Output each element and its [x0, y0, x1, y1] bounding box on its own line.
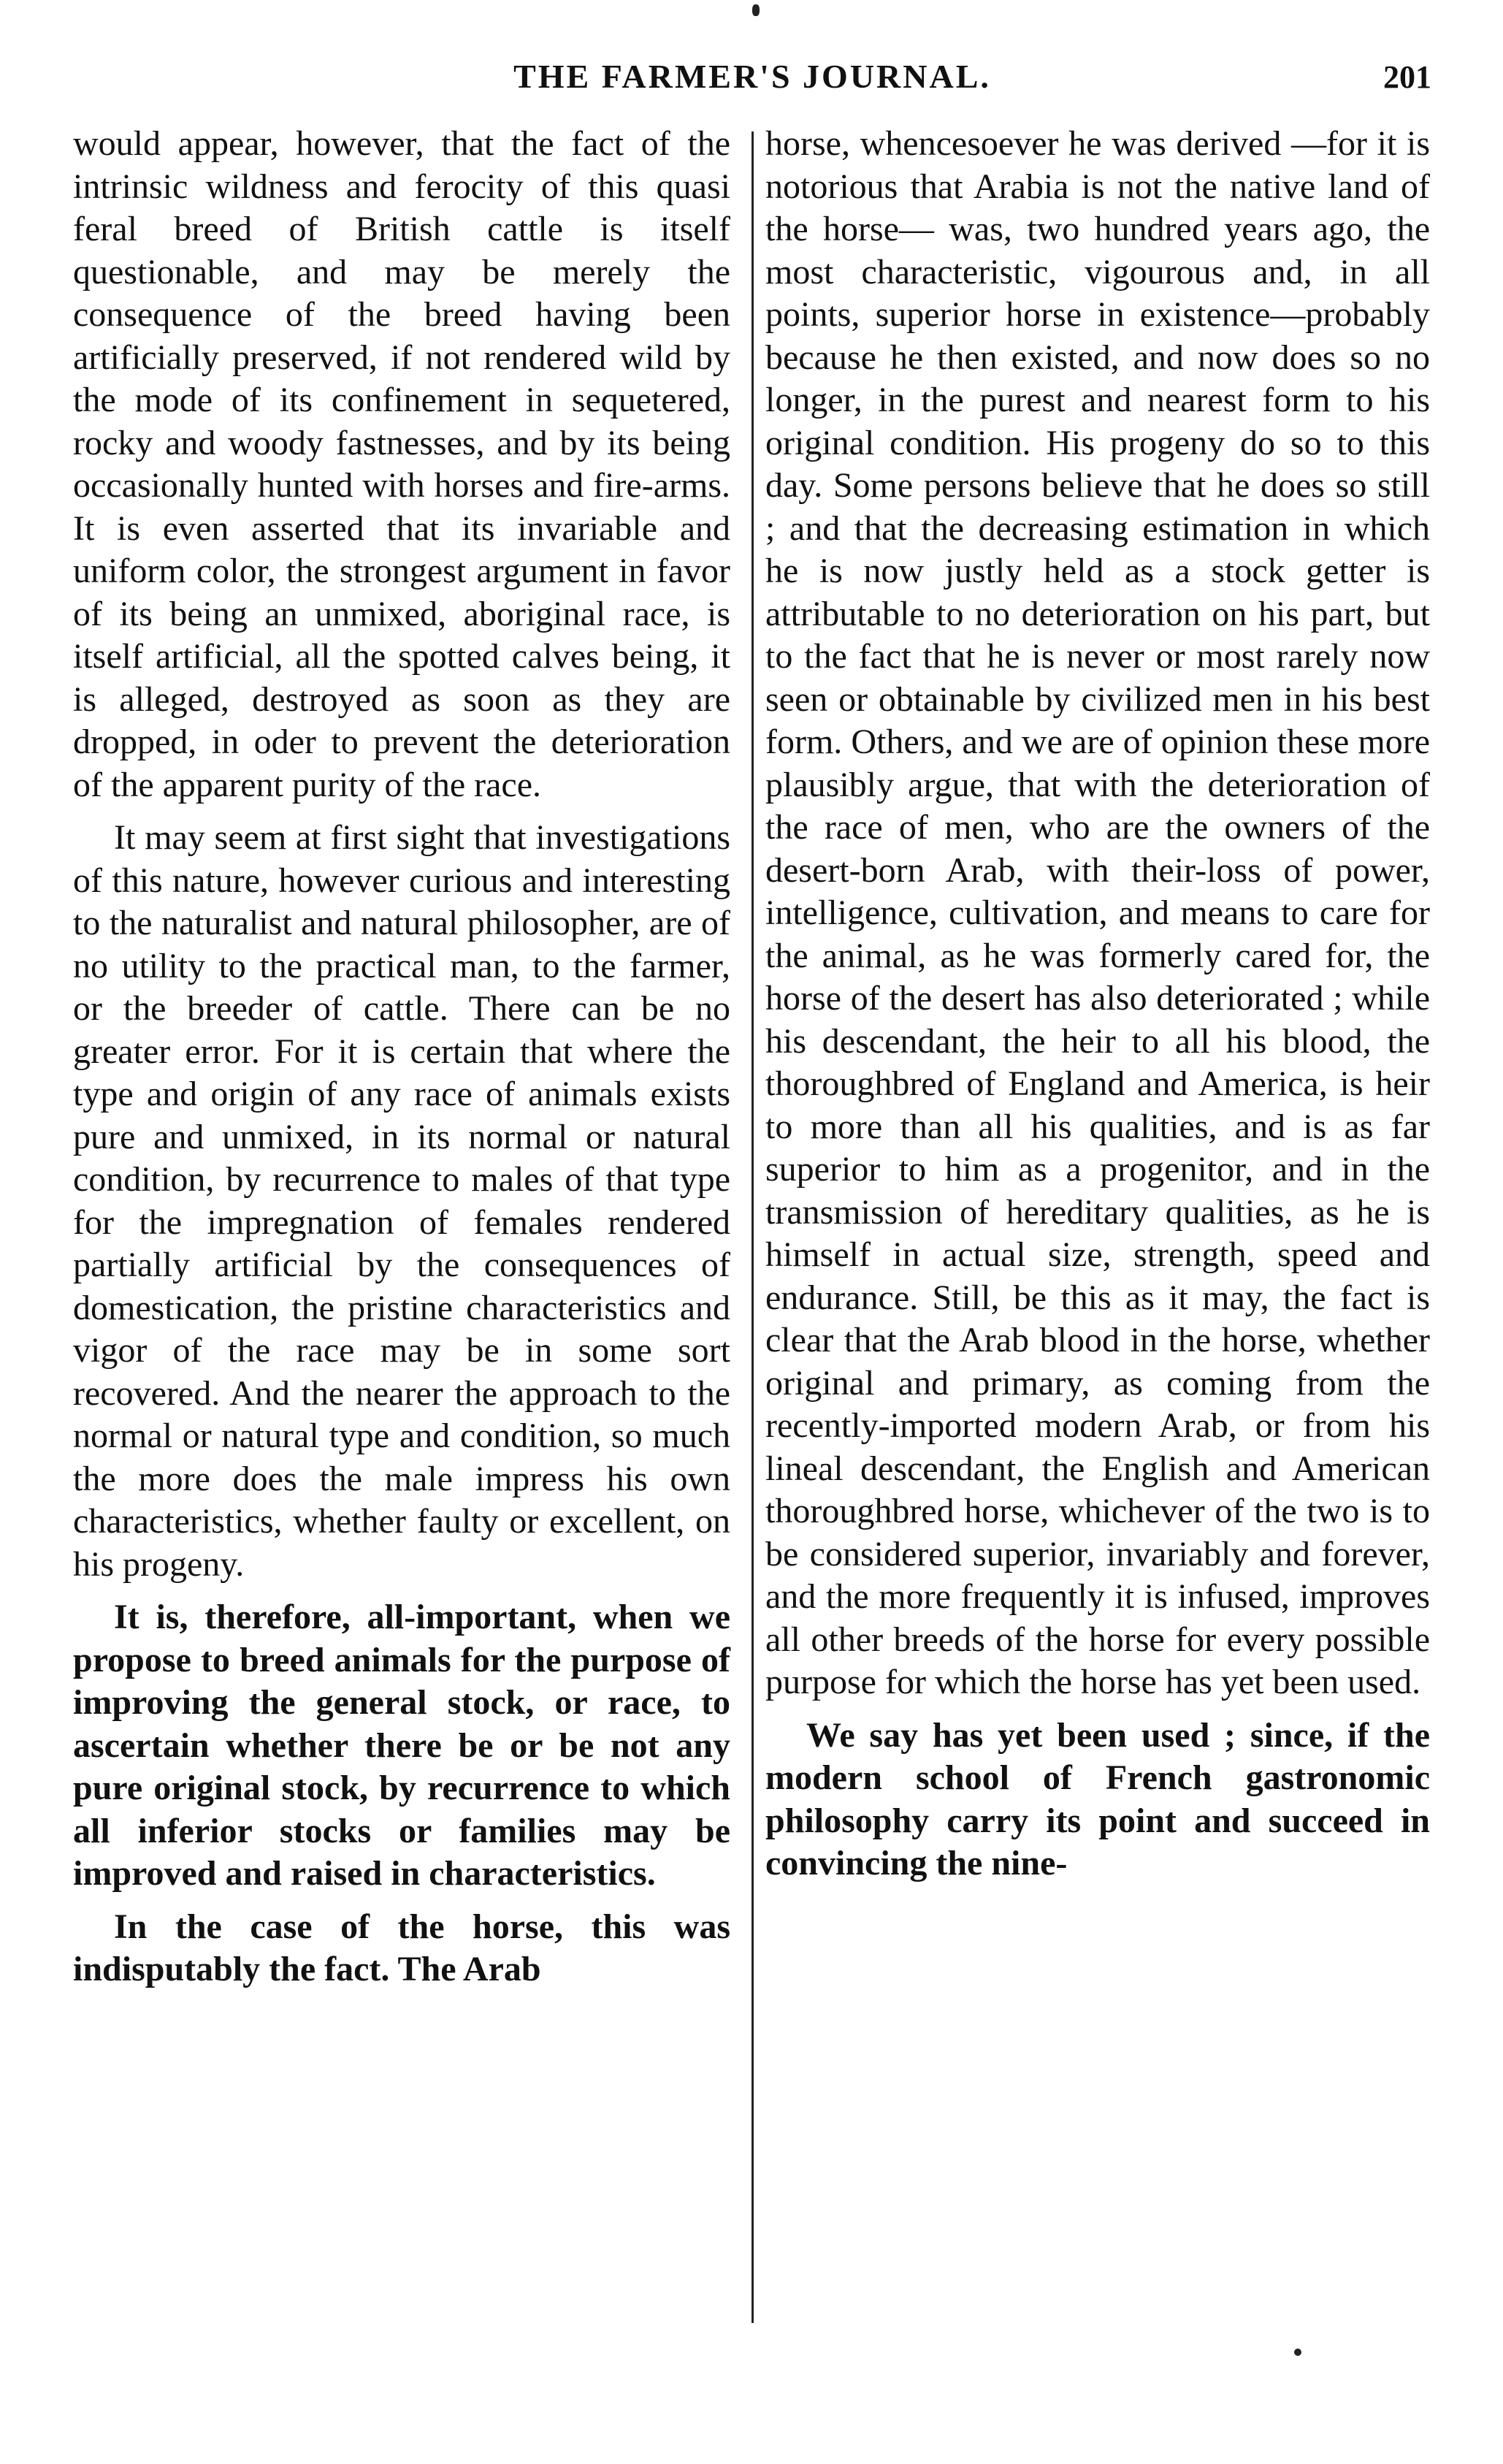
paragraph: In the case of the horse, this was indisputably the fact. The Arab	[73, 1907, 730, 1988]
paragraph: horse, whencesoever he was derived —for it is notorious that Arabia is not the native land of the horse— was, two hundred years ago, the most characteristic, vigourous and, in all points, superior horse in existence—probably because he then existed, and now does so no longer, in the purest and nearest form to his original condition. His progeny do so to this day. Some persons believe that he does so still ; and that the decreasing estimation in which he is now justly held as a stock getter is attributable to no deterioration on his part, but to the fact that he is never or most rarely now seen or obtainable by civilized men in his best form. Others, and we are of opinion these more plausibly argue, that with the deterioration of the race of men, who are the owners of the desert-born Arab, with their-loss of power, intelligence, cultivation, and means to care for the animal, as he was formerly cared for, the horse of the desert has also deteriorated ; while his descendant, the heir to all his blood, the thoroughbred of England and America, is heir to more than all his qualities, and is as far superior to him as a progenitor, and in the transmission of hereditary qualities, as he is himself in actual size, strength, speed and endurance. Still, be this as it may, the fact is clear that the Arab blood in the horse, whether original and primary, as coming from the recently-imported modern Arab, or from his lineal descendant, the English and American thoroughbred horse, whichever of the two is to be considered superior, invariably and forever, and the more frequently it is infused, improves all other breeds of the horse for every possible purpose for which the horse has yet been used.	[765, 124, 1430, 1701]
paragraph: We say has yet been used ; since, if the modern school of French gastronomic philosophy carry its point and succeed in convincing the nine-	[765, 1715, 1430, 1883]
paragraph: It is, therefore, all-important, when we propose to breed animals for the purpose of improving the general stock, or race, to ascertain whether there be or be not any pure original stock, by recurrence to which all inferior stocks or families may be improved and raised in characteristics.	[73, 1598, 730, 1893]
print-speck	[752, 4, 760, 16]
print-speck	[1294, 2349, 1301, 2356]
paragraph: It may seem at first sight that investigations of this nature, however curious and interesting to the naturalist and natural philosopher, are of no utility to the practical man, to the farmer, or the breeder of cattle. There can be no greater error. For it is certain that where the type and origin of any race of animals exists pure and unmixed, in its normal or natural condition, by recurrence to males of that type for the impregnation of females rendered partially artificial by the consequences of domestication, the pristine characteristics and vigor of the race may be in some sort recovered. And the nearer the approach to the normal or natural type and condition, so much the more does the male impress his own characteristics, whether faulty or excellent, on his progeny.	[73, 818, 730, 1584]
page-header	[73, 57, 1431, 108]
running-title: THE FARMER'S JOURNAL.	[513, 58, 991, 95]
paragraph: would appear, however, that the fact of the intrinsic wildness and ferocity of this quasi feral breed of British cattle is itself questionable, and may be merely the consequence of the breed having been artificially preserved, if not rendered wild by the mode of its confinement in sequetered, rocky and woody fastnesses, and by its being occasionally hunted with horses and fire-arms. It is even asserted that its invariable and uniform color, the strongest argument in favor of its being an unmixed, aboriginal race, is itself artificial, all the spotted calves being, it is alleged, destroyed as soon as they are dropped, in oder to prevent the deterioration of the apparent purity of the race.	[73, 124, 730, 804]
page-number: 201	[1383, 59, 1431, 95]
right-column	[765, 123, 1430, 1896]
left-column	[73, 123, 730, 2002]
column-divider	[752, 131, 754, 2323]
